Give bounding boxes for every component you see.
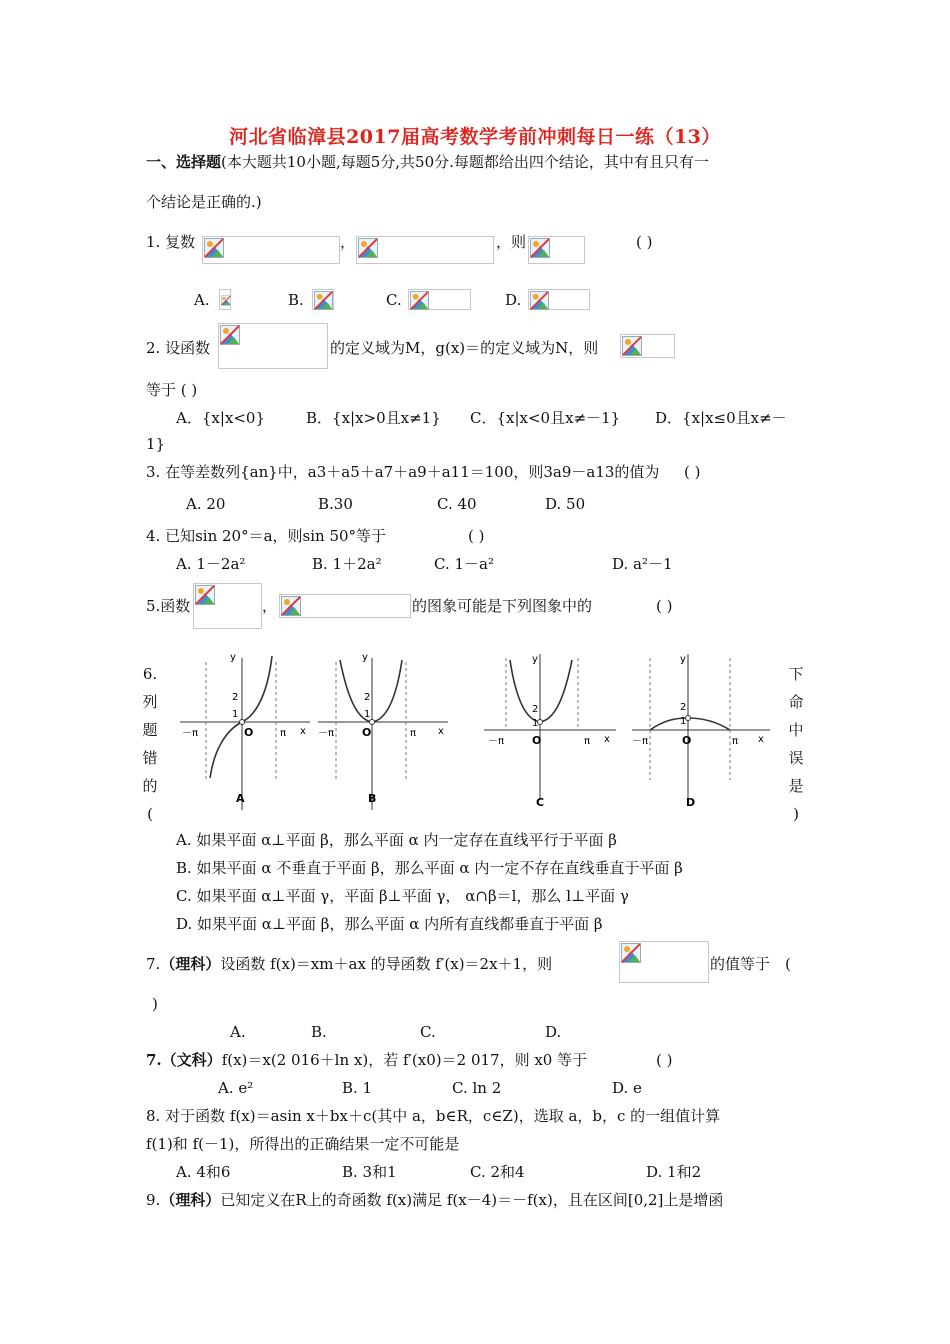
image-placeholder-icon bbox=[220, 325, 240, 345]
q4-option-d: D. a²－1 bbox=[612, 555, 673, 573]
q9-line bbox=[146, 1190, 723, 1210]
q4-option-b: B. 1＋2a² bbox=[312, 555, 382, 573]
q6-right-col-5: ) bbox=[793, 805, 799, 823]
graph-a bbox=[176, 650, 314, 812]
q1-option-a: A. bbox=[194, 291, 210, 309]
image-placeholder-icon bbox=[195, 585, 215, 605]
graph-c-tick-1: 1 bbox=[532, 718, 539, 729]
section-intro-line1: (本大题共10小题,每题5分,共50分.每题都给出四个结论，其中有且只有一 bbox=[221, 153, 709, 171]
graph-d bbox=[628, 650, 774, 812]
q6-right-col-1: 命 bbox=[788, 693, 804, 711]
graph-c-y-label: y bbox=[532, 654, 538, 665]
q7b-option-d: D. e bbox=[612, 1079, 642, 1097]
graph-b-neg-pi: －π bbox=[318, 728, 335, 739]
graph-d-tick-1: 1 bbox=[680, 716, 687, 727]
graph-d-origin: O bbox=[682, 734, 692, 747]
graph-a-tick-1: 1 bbox=[232, 709, 239, 720]
q3-option-b: B.30 bbox=[318, 495, 353, 513]
image-placeholder-icon bbox=[622, 336, 642, 356]
graph-d-neg-pi: －π bbox=[632, 736, 649, 747]
section-heading: 一、选择题 bbox=[146, 153, 222, 171]
q8-option-a: A. 4和6 bbox=[176, 1163, 231, 1181]
q2-text: 的定义域为M，g(x)＝的定义域为N，则 bbox=[330, 339, 599, 357]
q5-answer-paren: ( ) bbox=[656, 597, 673, 615]
q7b-num: 7. bbox=[146, 1051, 162, 1069]
graph-b-pi: π bbox=[410, 728, 417, 739]
q6-option-b: B. 如果平面 α 不垂直于平面 β，那么平面 α 内一定不存在直线垂直于平面 β bbox=[176, 859, 683, 877]
q7-tail: 的值等于 ( bbox=[710, 955, 791, 973]
q6-option-c: C. 如果平面 α⊥平面 γ，平面 β⊥平面 γ， α∩β＝l，那么 l⊥平面 γ bbox=[176, 887, 629, 905]
graph-c-origin: O bbox=[532, 734, 542, 747]
q3-text: 3. 在等差数列{an}中，a3＋a5＋a7＋a9＋a11＝100，则3a9－a13的值为 bbox=[146, 463, 660, 481]
q5-num: 5.函数 bbox=[146, 597, 191, 615]
graph-b-y-label: y bbox=[362, 652, 368, 663]
q2-option-d-tail: 1} bbox=[146, 435, 166, 453]
q6-right-col-4: 是 bbox=[788, 777, 804, 795]
q4-text: 4. 已知sin 20°＝a，则sin 50°等于 bbox=[146, 527, 387, 545]
graph-a-x-label: x bbox=[300, 726, 306, 737]
graph-d-x-label: x bbox=[758, 734, 764, 745]
graph-a-pi: π bbox=[280, 728, 287, 739]
graph-a-tick-2: 2 bbox=[232, 692, 239, 703]
q2-continuation: 等于 ( ) bbox=[146, 381, 198, 399]
q8-option-c: C. 2和4 bbox=[470, 1163, 525, 1181]
q6-right-col-0: 下 bbox=[788, 665, 804, 683]
q7-option-c: C. bbox=[420, 1023, 436, 1041]
q6-left-col-1: 列 bbox=[142, 693, 158, 711]
q1-option-d-image bbox=[528, 289, 590, 310]
q2-formula-image bbox=[218, 323, 328, 369]
graph-d-tick-2: 2 bbox=[680, 702, 687, 713]
graph-a-label: A bbox=[236, 792, 245, 805]
image-placeholder-icon bbox=[530, 238, 550, 258]
image-placeholder-icon bbox=[410, 291, 429, 310]
q1-option-a-image bbox=[219, 289, 231, 310]
image-placeholder-icon bbox=[530, 291, 549, 310]
q1-comma: ， bbox=[340, 233, 356, 251]
q2-set-image bbox=[620, 334, 675, 358]
graph-c-tick-2: 2 bbox=[532, 704, 539, 715]
q1-option-c-image bbox=[408, 289, 471, 310]
q8-option-b: B. 3和1 bbox=[342, 1163, 397, 1181]
q3-answer-paren: ( ) bbox=[684, 463, 701, 481]
q6-option-a: A. 如果平面 α⊥平面 β，那么平面 α 内一定存在直线平行于平面 β bbox=[176, 831, 617, 849]
graph-d-label: D bbox=[686, 796, 696, 809]
q6-left-col-5: ( bbox=[147, 805, 153, 823]
q3-option-d: D. 50 bbox=[545, 495, 586, 513]
q5-comma: ， bbox=[262, 597, 278, 615]
image-placeholder-icon bbox=[621, 943, 641, 963]
q1-formula-image-3 bbox=[528, 236, 585, 264]
graph-b-tick-2: 2 bbox=[364, 692, 371, 703]
page-title: 河北省临漳县2017届高考数学考前冲刺每日一练（13） bbox=[229, 126, 721, 148]
q5-text: 的图象可能是下列图象中的 bbox=[412, 597, 593, 615]
q8-line2: f(1)和 f(－1)，所得出的正确结果一定不可能是 bbox=[146, 1135, 460, 1153]
q6-option-d: D. 如果平面 α⊥平面 β，那么平面 α 内所有直线都垂直于平面 β bbox=[176, 915, 603, 933]
graph-b-x-label: x bbox=[438, 726, 444, 737]
graph-a-origin: O bbox=[244, 726, 254, 739]
q7-option-b: B. bbox=[311, 1023, 327, 1041]
q2-option-c: C．{x|x<0且x≠－1} bbox=[470, 409, 621, 427]
q6-right-col-2: 中 bbox=[788, 721, 804, 739]
q9-num: 9. bbox=[146, 1191, 161, 1209]
q1-num: 1. 复数 bbox=[146, 233, 196, 251]
q7-line bbox=[146, 954, 552, 974]
q1-formula-image-1 bbox=[202, 236, 340, 264]
q6-left-col-3: 错 bbox=[142, 749, 158, 767]
graph-c-pi: π bbox=[584, 736, 591, 747]
graph-c-neg-pi: －π bbox=[488, 736, 505, 747]
image-placeholder-icon bbox=[204, 238, 224, 258]
q9-tag: （理科） bbox=[160, 1191, 221, 1209]
q7-paren-close: ) bbox=[152, 995, 158, 1013]
q7b-answer-paren: ( ) bbox=[656, 1051, 673, 1069]
q6-right-col-3: 误 bbox=[788, 749, 804, 767]
graph-a-neg-pi: －π bbox=[182, 728, 199, 739]
graph-d-pi: π bbox=[732, 736, 739, 747]
image-placeholder-icon bbox=[358, 238, 378, 258]
q1-answer-paren: ( ) bbox=[636, 233, 653, 251]
q1-then: ，则 bbox=[496, 233, 527, 251]
q1-option-c: C. bbox=[386, 291, 402, 309]
graph-b-tick-1: 1 bbox=[364, 709, 371, 720]
graph-c-label: C bbox=[536, 796, 545, 809]
q1-option-d: D. bbox=[505, 291, 522, 309]
q2-num: 2. 设函数 bbox=[146, 339, 211, 357]
q7-num: 7. bbox=[146, 955, 161, 973]
q2-option-a: A．{x|x<0} bbox=[176, 409, 266, 427]
section-intro-line2: 个结论是正确的.) bbox=[146, 193, 262, 211]
q7b-line bbox=[146, 1050, 587, 1070]
q1-formula-image-2 bbox=[356, 236, 494, 264]
q4-option-c: C. 1－a² bbox=[434, 555, 494, 573]
q9-text: 已知定义在R上的奇函数 f(x)满足 f(x－4)＝－f(x)，且在区间[0,2]上是增函 bbox=[220, 1191, 724, 1209]
q5-formula-image-1 bbox=[193, 583, 262, 629]
q7-integral-image bbox=[619, 941, 709, 983]
q2-option-b: B．{x|x>0且x≠1} bbox=[306, 409, 441, 427]
image-placeholder-icon bbox=[221, 291, 231, 310]
q8-option-d: D. 1和2 bbox=[646, 1163, 702, 1181]
q7b-text: f(x)＝x(2 016＋ln x)，若 f′(x0)＝2 017，则 x0 等于 bbox=[221, 1051, 588, 1069]
q6-left-col-0: 6. bbox=[142, 665, 158, 683]
q7b-option-c: C. ln 2 bbox=[452, 1079, 502, 1097]
q4-answer-paren: ( ) bbox=[468, 527, 485, 545]
q7-option-a: A. bbox=[230, 1023, 246, 1041]
q3-option-a: A. 20 bbox=[186, 495, 226, 513]
q7-tag: （理科） bbox=[160, 955, 221, 973]
graph-b bbox=[314, 650, 452, 812]
graph-b-label: B bbox=[368, 792, 377, 805]
q7b-option-b: B. 1 bbox=[342, 1079, 373, 1097]
q4-option-a: A. 1－2a² bbox=[176, 555, 246, 573]
graph-c-x-label: x bbox=[604, 734, 610, 745]
q6-left-col-4: 的 bbox=[142, 777, 158, 795]
q6-left-col-2: 题 bbox=[142, 721, 158, 739]
q1-option-b-image bbox=[312, 289, 334, 310]
q7b-tag: （文科） bbox=[161, 1051, 222, 1069]
q7b-option-a: A. e² bbox=[218, 1079, 254, 1097]
graph-d-y-label: y bbox=[680, 654, 686, 665]
q7-text: 设函数 f(x)＝xm＋ax 的导函数 f′(x)＝2x＋1，则 bbox=[220, 955, 553, 973]
graph-c bbox=[480, 650, 620, 812]
q2-option-d: D．{x|x≤0且x≠－ bbox=[655, 409, 787, 427]
section-intro bbox=[146, 152, 709, 172]
q8-line1: 8. 对于函数 f(x)＝asin x＋bx＋c(其中 a，b∈R，c∈Z)，选取 a，b，c 的一组值计算 bbox=[146, 1107, 721, 1125]
graph-a-y-label: y bbox=[230, 652, 236, 663]
graph-b-origin: O bbox=[362, 726, 372, 739]
q1-option-b: B. bbox=[288, 291, 304, 309]
q5-formula-image-2 bbox=[279, 594, 411, 618]
image-placeholder-icon bbox=[281, 596, 301, 616]
q3-option-c: C. 40 bbox=[437, 495, 477, 513]
q7-option-d: D. bbox=[545, 1023, 562, 1041]
image-placeholder-icon bbox=[314, 291, 333, 310]
